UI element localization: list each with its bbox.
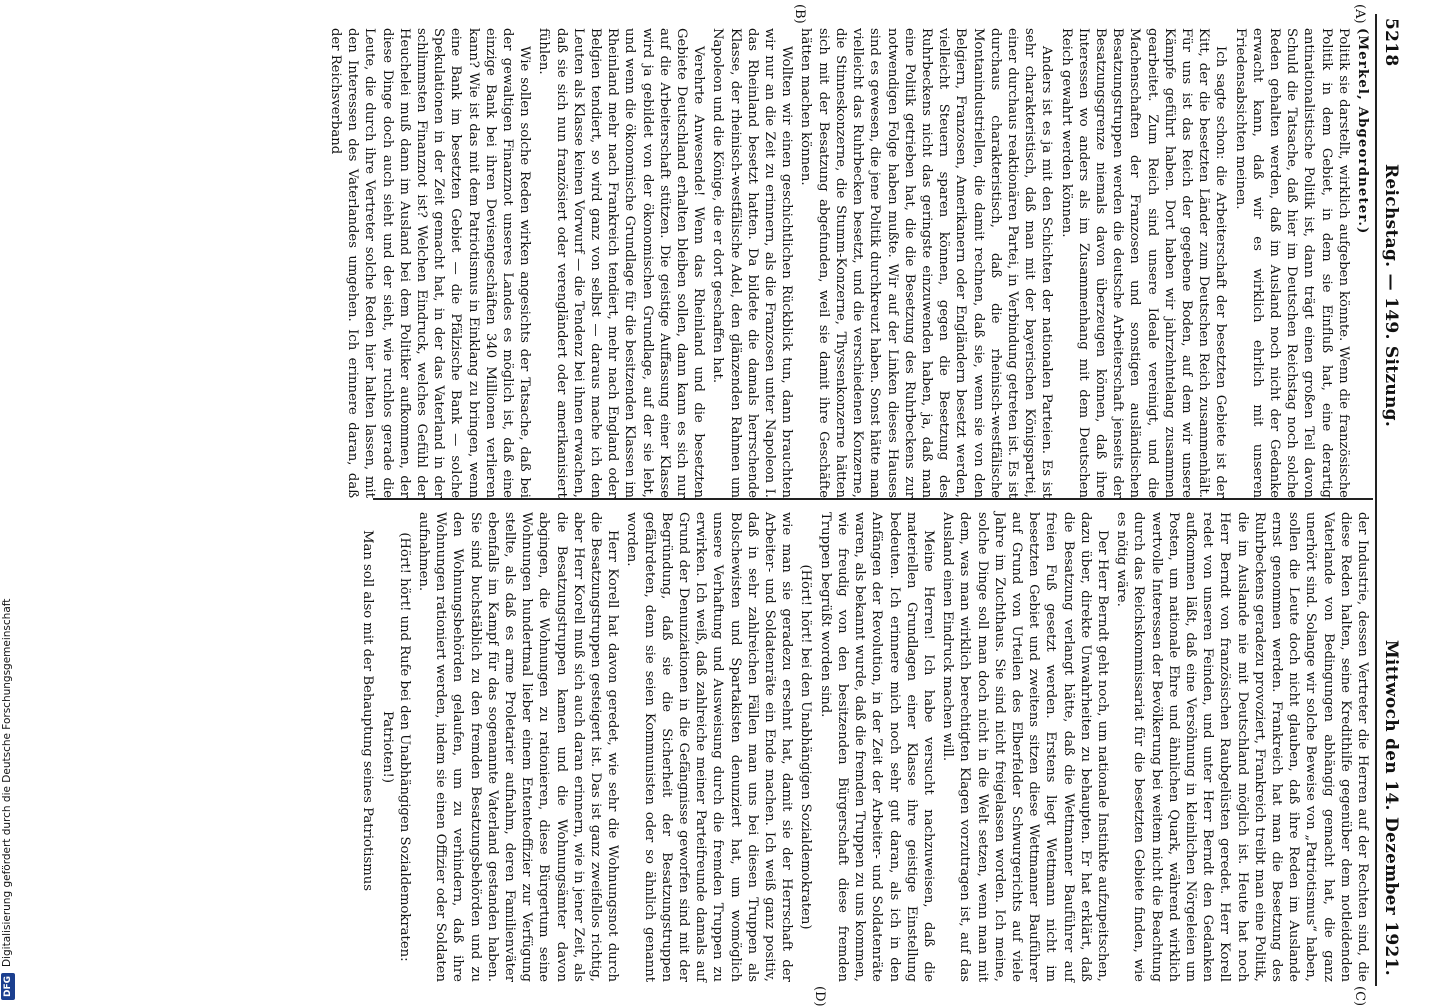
page-header (1373, 14, 1403, 984)
left-column (328, 28, 1371, 498)
paragraph: der Industrie, dessen Vertreter die Herren auf der Rechten sind, die diese Reden halten, seine Kredithilfe gegenüber dem notleidenden Vaterlande von Bedingungen abhängig gemacht hat, die ganz unerhört sind. Solange wir solche Beweise von „Patriotismus“ haben, sollen die Leute doch nicht glauben, daß ihre Reden im Auslande ernst genommen werden. Frankreich hat man die Besetzung des Ruhrbeckens geradezu provoziert, Frankreich treibt man eine Politik, die im Auslande nie mit Deutschland möglich ist. Heute hat noch Herr Berndt von französischen Raubgelüsten geredet. Herr Korell redet von unseren Feinden, und unter Herr Berndt den Gedanken aufkommen läßt, daß eine Versöhnung in kleinlichen Nörgeleien um Posten, um nationale Ehre und ähnlichen Quark, während wirklich wertvolle Interessen der Bevölkerung bei weitem nicht die Beachtung durch das Reichskommissariat für die besetzten Gebiete finden, wie es nötig wäre. (1114, 512, 1370, 982)
column-divider (373, 498, 1373, 500)
page-number: 5218 (1381, 18, 1401, 67)
paragraph: Meine Herren! Ich habe versucht nachzuweisen, daß die materiellen Grundlagen einer Klasse ihre geistige Einstellung bedeuten. Ich erinnere mich noch sehr gut daran, als ich in den Anfängen der Revolution, in der Zeit der Arbeiter- und Soldatenräte waren, als bekannt wurde, daß die fremden Truppen zu uns kommen, wie freudig von den besitzenden Bürgerschaft diese fremden Truppen begrüßt worden sind. (817, 512, 936, 982)
paragraph: Wie sollen solche Reden wirken angesichts der Tatsache, daß bei der gewaltigen Finanznot unseres Landes es möglich ist, daß eine einzige Bank bei ihren Devisengeschäften 340 Millionen verlieren kann? Wie ist das mit dem Patriotismus in Einklang zu bringen, wenn eine Bank im besetzten Gebiet — die Pfälzische Bank — solche Spekulationen in der Zeit gemacht hat, in der das Vaterland in der schlimmsten Finanznot ist? Welchen Eindruck, welches Gefühl der Heuchelei muß dann im Ausland bei dem Politiker aufkommen, der diese Dinge doch auch sieht und der sieht, wie ruchlos gerade die Leute, die durch ihre Vertreter solche Reden hier halten lassen, mit den Interessen des Vaterlandes umgehen. Ich erinnere daran, daß der Reichsverband (328, 28, 533, 498)
right-column (360, 512, 1371, 982)
header-rule (1375, 14, 1377, 986)
paragraph: Wollten wir einen geschichtlichen Rückblick tun, dann brauchten wir nur an die Zeit zu erinnern, als die Franzosen unter Napoleon I. das Rheinland besetzt hatten. Da bildete die damals herrschende Klasse, der rheinisch-westfälische Adel, den glänzenden Rahmen um Napoleon und die Könige, die er dort geschaffen hat. (710, 28, 795, 498)
paragraph: Anders ist es ja mit den Schichten der nationalen Parteien. Es ist sehr charakteristisch, daß man mit der bayerischen Königspartei, einer durchaus reaktionären Partei, in Verbindung getreten ist. Es ist durchaus charakteristisch, daß die rheinisch-westfälische Montanindustriellen, die damit rechnen, daß sie, wenn sie von den Belgiern, Franzosen, Amerikanern oder Engländern besetzt werden, vielleicht Steuern sparen können, gegen die Besetzung des Ruhrbeckens nicht das geringste einzuwenden haben, ja, daß man eine Politik getrieben hat, die die Besetzung des Ruhrbeckens zur notwendigen Folge haben mußte. Wir auf der Linken dieses Hauses sind es gewesen, die jene Politik durchkreuzt haben. Sonst hätte man vielleicht das Ruhrbecken besetzt, und die verschiedenen Konzerne, die Stinneskonzerne, die Stumm-Konzerne, Thyssenkonzerne hätten sich mit der Besatzung abgefunden, weil sie damit ihre Geschäfte hätten machen können. (798, 28, 1055, 498)
margin-marker-b: (B) (792, 4, 807, 24)
paragraph: Herr Korell hat davon geredet, wie sehr die Wohnungsnot durch die Besatzungstruppen gesteigert ist. Das ist ganz zweifellos richtig, aber Herr Korell muß sich auch daran erinnern, wie in jener Zeit, als die Besatzungstruppen kamen und die Wohnungsämter davon abgingen, die Wohnungen zu rationieren, diese Bürgertum seine Wohnungen hundertmal lieber einem Ententeoffizier zur Verfügung stellte, als daß es arme Proletarier aufnahm, deren Familienväter ebenfalls im Kampf für das sogenannte Vaterland gestanden haben. Sie sind buchstäblich zu den fremden Besatzungsbehörden und zu den Wohnungsbehörden gelaufen, um zu verhindern, daß ihre Wohnungen rationiert werden, indem sie einen Offizier oder Soldaten aufnahmen. (416, 512, 621, 982)
margin-marker-c: (C) (1352, 986, 1367, 1007)
paragraph: wie man sie geradezu ersehnt hat, damit sie der Herrschaft der Arbeiter- und Soldatenräte ein Ende machen. Ich weiß ganz positiv, daß in sehr zahlreichen Fällen man uns bei diesen Truppen als Bolschewisten und Spartakisten denunziert hat, um womöglich unsere Verhaftung und Ausweisung durch die fremden Truppen zu erwirken. Ich weiß, daß zahlreiche meiner Parteifreunde damals auf Grund der Denunziationen in die Gefängnisse geworfen sind mit der Begründung, daß sie die Sicherheit der Besatzungstruppen gefährdeten, denn sie seien Kommunisten oder so ähnlich genannt worden. (624, 512, 795, 982)
paragraph: Politik sie darstellt, wirklich aufgeben könnte. Wenn die französische Politik in dem Gebiet, in dem sie Einfluß hat, eine derartig antinationalistische Politik ist, dann trägt einen großen Teil davon Schuld die Tatsache, daß hier im Deutschen Reichstag noch solche Reden gehalten werden, daß im Ausland noch nicht der Gedanke erwacht kann, daß wir es wirklich ehrlich mit unseren Friedensabsichten meinen. (1232, 28, 1351, 498)
speaker-line: (Merkel, Abgeordneter.) (1355, 28, 1370, 235)
margin-marker-d: (D) (812, 986, 827, 1007)
paragraph: Ich sagte schon: die Arbeiterschaft der besetzten Gebiete ist der Kitt, der die besetzten Länder zum Deutschen Reich zusammenhält. Für uns ist das Reich der gegebene Boden, auf dem wir unsere Kämpfe geführt haben. Dort haben wir jahrzehntelang zusammen gearbeitet. Zum Reich sind unsere Ideale vereinigt, und die Machenschaften der Franzosen und sonstigen ausländischen Besatzungstruppen werden die deutsche Arbeiterschaft jenseits der Besatzungsgrenze niemals davon überzeugen können, daß ihre Interessen wo anders als im Zusammenhang mit dem Deutschen Reich gewahrt werden können. (1058, 28, 1229, 498)
page-title: Reichstag. — 149. Sitzung. (1381, 164, 1401, 428)
interjection: (Hört! hört! bei den Unabhängigen Sozialdemokraten) (798, 564, 814, 930)
paragraph: Verehrte Anwesende! Wenn das Rheinland und die besetzten Gebiete Deutschland erhalten bleiben sollen, dann kann es sich nur auf die Arbeiterschaft stützen. Die geistige Auffassung einer Klasse wird ja gebildet von der ökonomischen Grundlage, auf der sie lebt, und wenn die ökonomische Grundlage für die besitzenden Klassen im Rheinland mehr nach Frankreich tendiert, mehr nach England oder Belgien tendiert, so wird ganz von selbst — daraus mache ich den Leuten als Klasse keinen Vorwurf — die Tendenz bei ihnen erwachen, daß sie sich nun französiert oder verengländert oder amerikanisiert fühlen. (536, 28, 707, 498)
interjection: (Hört! hört! und Rufe bei den Unabhängigen Sozialdemokraten: Patrioten!) (379, 532, 412, 962)
margin-marker-a: (A) (1352, 4, 1367, 24)
credit-text: Digitalisierung gefördert durch die Deutsche Forschungsgemeinschaft (1, 598, 13, 967)
page-date: Mittwoch den 14. Dezember 1921. (1381, 639, 1401, 976)
paragraph: Man soll also mit der Behauptung seines Patriotismus (360, 530, 376, 892)
newspaper-page (87, 0, 1407, 1007)
digitization-credit (0, 0, 14, 1000)
paragraph: Der Herr Berndt geht noch, um nationale Instinkte aufzupeitschen, dazu über, direkte Unwahrheiten zu behaupten. Er hat erklärt, daß die Besatzung verlangt hätte, daß die Wettmanner Bauführer auf freien Fuß gesetzt werden. Erstens liegt Wettmann nicht im besetzten Gebiet und zweitens sitzen diese Wettmanner Bauführer auf Grund von Urteilen des Elberfelder Schwurgerichts auf viele Jahre im Zuchthaus. Sie sind nicht freigelassen worden. Ich meine, solche Dinge soll man doch nicht in die Welt setzen, wenn man mit dem, was man wirklich berechtigten Klagen vorzutragen ist, auf das Ausland einen Eindruck machen will. (940, 512, 1110, 982)
dfg-logo: DFG (1, 973, 15, 1000)
